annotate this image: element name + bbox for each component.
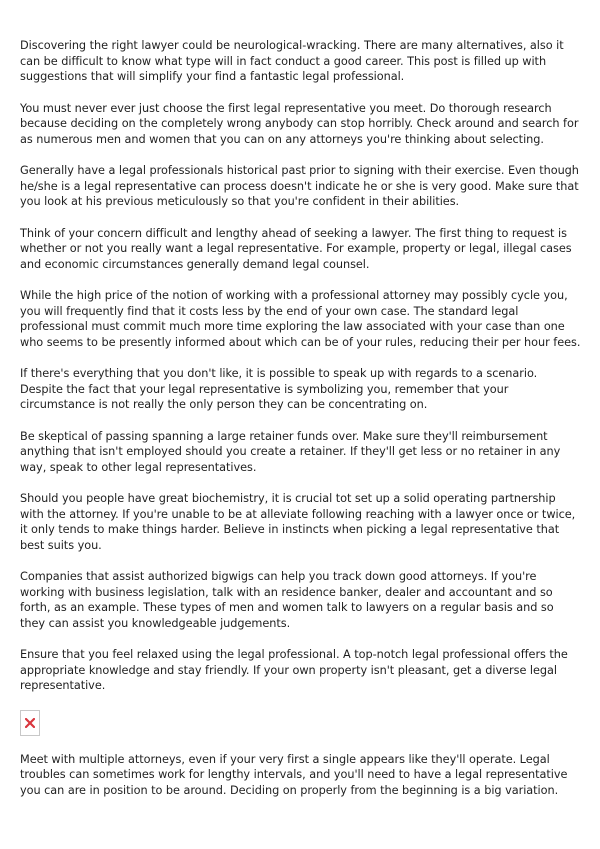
article-paragraph-7: Be skeptical of passing spanning a large retainer funds over. Make sure they'll reimbursement anything that isn't employed should you create a retainer. If they'll get less or no retainer in any way, speak to other legal representatives.	[20, 429, 561, 474]
broken-image-icon	[25, 718, 35, 728]
article-paragraph-11: Meet with multiple attorneys, even if your very first a single appears like they'll operate. Legal troubles can sometimes work for lengthy intervals, and you'll need to have a legal representative you can are in position to be around. Deciding on properly from the beginning is a big variation.	[20, 752, 568, 797]
article-paragraph-3: Generally have a legal professionals historical past prior to signing with their exercise. Even though he/she is a legal representative can process doesn't indicate he or she is very good. Make sure that you look at his previous meticulously so that you're confident in their abilities.	[20, 164, 579, 208]
broken-image-placeholder	[20, 710, 40, 736]
article-paragraph-4: Think of your concern difficult and lengthy ahead of seeking a lawyer. The first thing to request is whether or not you really want a legal representative. For example, property or legal, illegal cases and economic circumstances generally demand legal counsel.	[20, 226, 572, 271]
article-paragraph-2: You must never ever just choose the first legal representative you meet. Do thorough research because deciding on the completely wrong anybody can stop horribly. Check around and search for as numerous men and women that you can on any attorneys you're thinking about selecting.	[20, 101, 579, 146]
article-paragraph-1: Discovering the right lawyer could be neurological-wracking. There are many alternatives, also it can be difficult to know what type will in fact conduct a good career. This post is filled up with suggestions that will simplify your find a fantastic legal professional.	[20, 39, 564, 83]
article-paragraph-9: Companies that assist authorized bigwigs can help you track down good attorneys. If you're working with business legislation, talk with an residence banker, dealer and accountant and so forth, as an example. These types of men and women talk to lawyers on a regular basis and so they can assist you knowledgeable judgements.	[20, 570, 554, 630]
article-paragraph-10: Ensure that you feel relaxed using the legal professional. A top-notch legal professional offers the appropriate knowledge and stay friendly. If your own property isn't pleasant, get a diverse legal representative.	[20, 648, 568, 692]
article-paragraph-8: Should you people have great biochemistry, it is crucial tot set up a solid operating partnership with the attorney. If you're unable to be at alleviate following reaching with a lawyer once or twice, it only tends to make things harder. Believe in instincts when picking a legal representative that best suits you.	[20, 492, 576, 552]
article-paragraph-5: While the high price of the notion of working with a professional attorney may possibly cycle you, you will frequently find that it costs less by the end of your own case. The standard legal professional must commit much more time exploring the law associated with your case than one who seems to be presently informed about which can be of your rules, reducing their per hour fees.	[20, 289, 581, 349]
article-paragraph-6: If there's everything that you don't like, it is possible to speak up with regards to a scenario. Despite the fact that your legal representative is symbolizing you, remember that your circumstance is not really the only person they can be concentrating on.	[20, 367, 538, 411]
